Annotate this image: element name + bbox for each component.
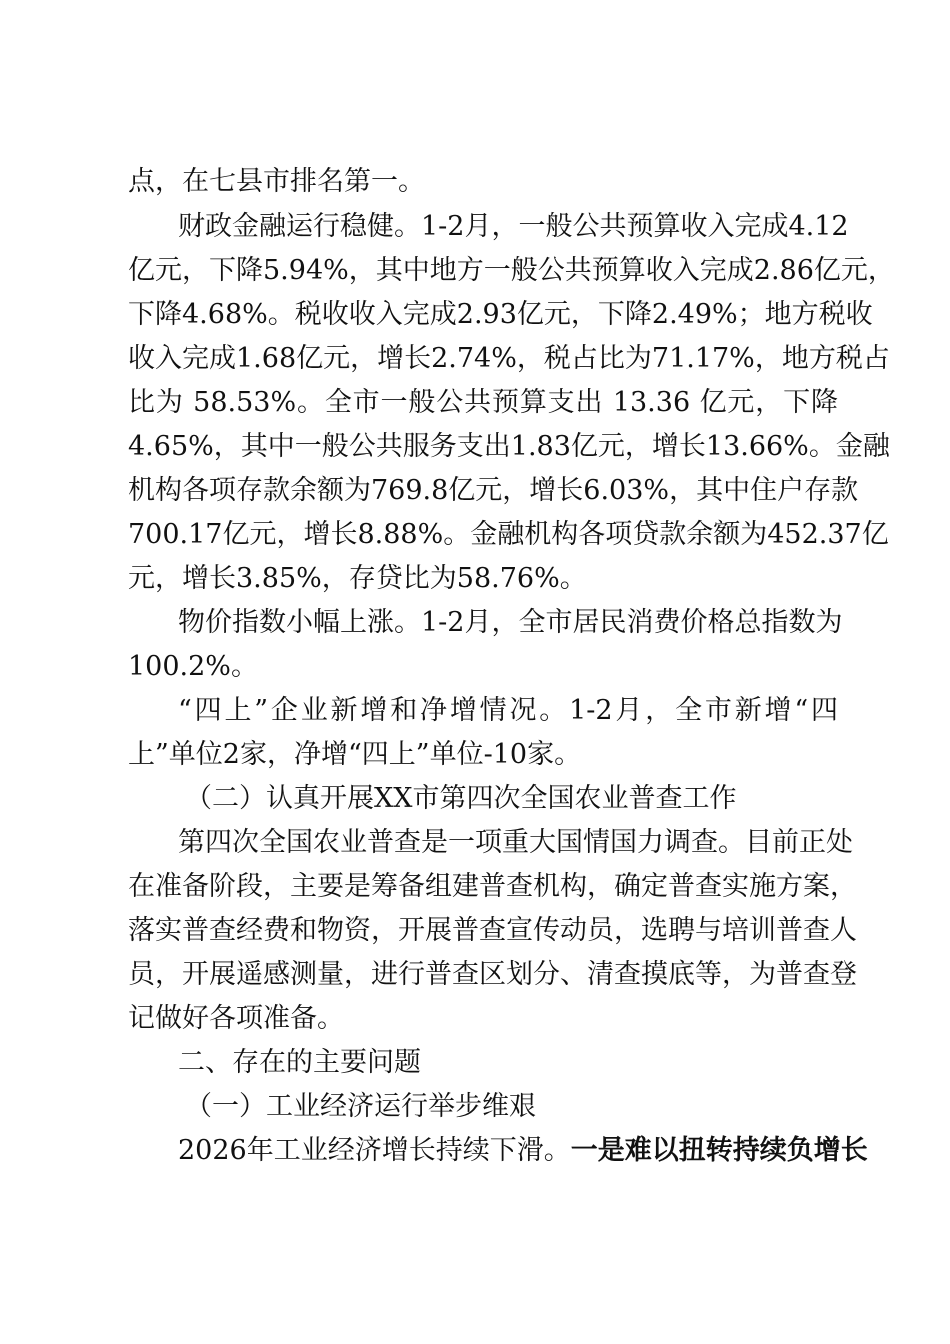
paragraph-line: “四上”企业新增和净增情况。1-2月，全市新增“四 xyxy=(178,695,838,726)
section-heading: （二）认真开展XX市第四次全国农业普查工作 xyxy=(185,783,737,814)
paragraph-line: 700.17亿元，增长8.88%。金融机构各项贷款余额为452.37亿 xyxy=(128,519,889,550)
paragraph-line xyxy=(178,1129,868,1173)
paragraph-line: 在准备阶段，主要是筹备组建普查机构，确定普查实施方案， xyxy=(128,871,857,902)
paragraph-line: 比为 58.53%。全市一般公共预算支出 13.36 亿元，下降 xyxy=(128,387,838,418)
section-heading: 二、存在的主要问题 xyxy=(178,1047,421,1078)
subsection-heading: （一）工业经济运行举步维艰 xyxy=(185,1091,536,1122)
paragraph-line: 记做好各项准备。 xyxy=(128,1003,344,1034)
paragraph-line: 员，开展遥感测量，进行普查区划分、清查摸底等，为普查登 xyxy=(128,959,857,990)
paragraph-line: 元，增长3.85%，存贷比为58.76%。 xyxy=(128,563,587,594)
paragraph-line: 第四次全国农业普查是一项重大国情国力调查。目前正处 xyxy=(178,827,853,858)
paragraph-line: 亿元，下降5.94%，其中地方一般公共预算收入完成2.86亿元， xyxy=(128,255,895,286)
paragraph-line: 收入完成1.68亿元，增长2.74%，税占比为71.17%，地方税占 xyxy=(128,343,890,374)
bold-emphasis-text: 一是难以扭转持续负增长 xyxy=(570,1135,868,1166)
paragraph-text: 2026年工业经济增长持续下滑。 xyxy=(178,1135,571,1166)
paragraph-line: 4.65%，其中一般公共服务支出1.83亿元，增长13.66%。金融 xyxy=(128,431,890,462)
paragraph-line: 下降4.68%。税收收入完成2.93亿元，下降2.49%；地方税收 xyxy=(128,299,873,330)
paragraph-line: 100.2%。 xyxy=(128,651,258,682)
paragraph-line: 点，在七县市排名第一。 xyxy=(128,166,425,197)
paragraph-line: 机构各项存款余额为769.8亿元，增长6.03%，其中住户存款 xyxy=(128,475,859,506)
paragraph-line: 财政金融运行稳健。1-2月，一般公共预算收入完成4.12 xyxy=(178,211,849,242)
paragraph-line: 物价指数小幅上涨。1-2月，全市居民消费价格总指数为 xyxy=(178,607,843,638)
paragraph-line: 落实普查经费和物资，开展普查宣传动员，选聘与培训普查人 xyxy=(128,915,857,946)
paragraph-line: 上”单位2家，净增“四上”单位-10家。 xyxy=(128,739,582,770)
